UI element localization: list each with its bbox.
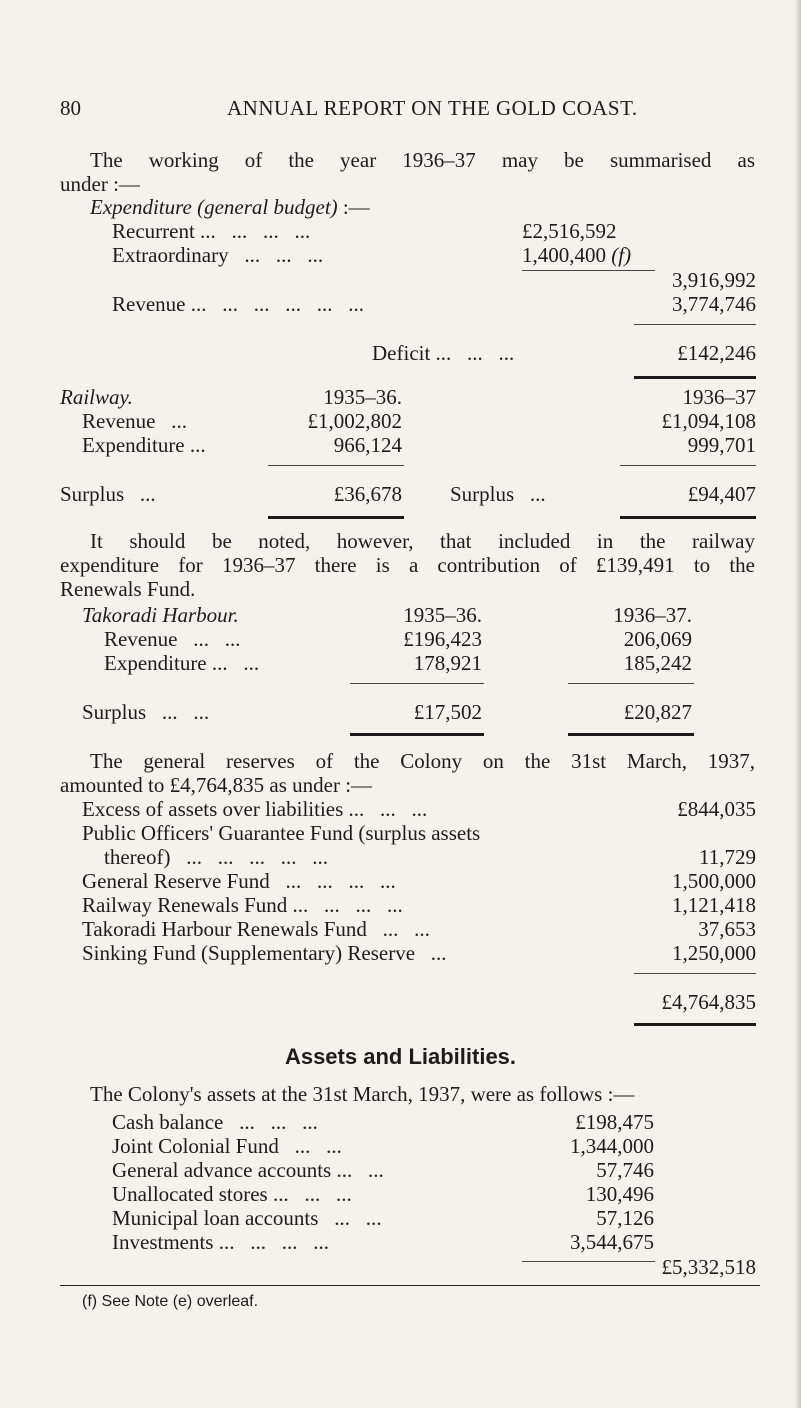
reserve-item-label: Public Officers' Guarantee Fund (surplus assets xyxy=(82,821,481,845)
extraordinary-label: Extraordinary ... ... ... xyxy=(112,243,324,267)
railway-rule-1 xyxy=(268,465,404,466)
harbour-surplus-label: Surplus ... ... xyxy=(82,700,210,724)
reserve-item-label: Excess of assets over liabilities ... ... ... xyxy=(82,797,428,821)
railway-double-rule-1 xyxy=(268,516,404,519)
assets-heading: Assets and Liabilities. xyxy=(284,1044,517,1069)
reserve-item-value: 1,250,000 xyxy=(672,941,756,965)
extraordinary-amount: 1,400,400 xyxy=(522,243,606,267)
reserve-item-value: £844,035 xyxy=(677,797,756,821)
reserves-line-2: amounted to £4,764,835 as under :— xyxy=(60,773,373,797)
harbour-revenue-label: Revenue ... ... xyxy=(104,627,241,651)
railway-expenditure-label: Expenditure ... xyxy=(82,433,206,457)
railway-surplus-label-2: Surplus ... xyxy=(450,482,546,506)
railway-revenue-2: £1,094,108 xyxy=(661,409,756,433)
harbour-revenue-2: 206,069 xyxy=(623,627,692,651)
asset-item-label: Joint Colonial Fund ... ... xyxy=(112,1134,342,1158)
deficit-label: Deficit ... ... ... xyxy=(372,341,515,365)
harbour-surplus-1: £17,502 xyxy=(413,700,482,724)
reserve-item-label: Railway Renewals Fund ... ... ... ... xyxy=(82,893,403,917)
asset-item-label: Unallocated stores ... ... ... xyxy=(112,1182,352,1206)
revenue-label: Revenue ... ... ... ... ... ... xyxy=(112,292,364,316)
expenditure-total: 3,916,992 xyxy=(672,268,756,292)
recurrent-value: £2,516,592 xyxy=(522,219,617,243)
deficit-value: £142,246 xyxy=(677,341,756,365)
railway-expenditure-1: 966,124 xyxy=(333,433,402,457)
harbour-rule-2 xyxy=(568,683,694,684)
asset-item-value: 57,126 xyxy=(596,1206,654,1230)
asset-item-value: 130,496 xyxy=(585,1182,654,1206)
expenditure-heading-a: Expenditure xyxy=(90,195,192,219)
railway-revenue-1: £1,002,802 xyxy=(307,409,402,433)
harbour-title: Takoradi Harbour. xyxy=(82,603,239,627)
asset-item-label: Municipal loan accounts ... ... xyxy=(112,1206,382,1230)
railway-surplus-label-1: Surplus ... xyxy=(60,482,156,506)
railway-double-rule-2 xyxy=(620,516,756,519)
page-number: 80 xyxy=(60,96,81,120)
asset-item-label: General advance accounts ... ... xyxy=(112,1158,384,1182)
expenditure-heading-b: (general budget) xyxy=(197,195,338,219)
reserves-double-rule xyxy=(634,1023,756,1026)
asset-item-value: 1,344,000 xyxy=(570,1134,654,1158)
harbour-surplus-2: £20,827 xyxy=(623,700,692,724)
railway-surplus-2: £94,407 xyxy=(687,482,756,506)
railway-year-2: 1936–37 xyxy=(682,385,756,409)
reserve-item-label: Takoradi Harbour Renewals Fund ... ... xyxy=(82,917,430,941)
reserves-total: £4,764,835 xyxy=(661,990,756,1014)
reserves-line-1: The general reserves of the Colony on the 31st March, 1937, xyxy=(90,749,755,773)
reserves-rule xyxy=(634,973,756,974)
asset-item-value: 3,544,675 xyxy=(570,1230,654,1254)
reserve-item-value: 1,500,000 xyxy=(672,869,756,893)
reserve-item-label: General Reserve Fund ... ... ... ... xyxy=(82,869,396,893)
railway-revenue-label: Revenue ... xyxy=(82,409,187,433)
extraordinary-value xyxy=(522,243,631,267)
asset-item-value: £198,475 xyxy=(575,1110,654,1134)
harbour-expenditure-label: Expenditure ... ... xyxy=(104,651,260,675)
harbour-double-rule-2 xyxy=(568,733,694,736)
harbour-expenditure-2: 185,242 xyxy=(623,651,692,675)
reserve-item-label: thereof) ... ... ... ... ... xyxy=(104,845,328,869)
reserve-item-value: 11,729 xyxy=(699,845,756,869)
railway-rule-2 xyxy=(620,465,756,466)
intro-line-2: under :— xyxy=(60,172,140,196)
note-line-1: It should be noted, however, that included in the railway xyxy=(90,529,755,553)
extraordinary-note: (f) xyxy=(611,243,632,267)
note-line-3: Renewals Fund. xyxy=(60,577,196,601)
revenue-value: 3,774,746 xyxy=(672,292,756,316)
running-title: ANNUAL REPORT ON THE GOLD COAST. xyxy=(227,96,638,120)
revenue-rule xyxy=(634,324,756,325)
railway-expenditure-2: 999,701 xyxy=(687,433,756,457)
reserve-item-value: 1,121,418 xyxy=(672,893,756,917)
asset-item-label: Cash balance ... ... ... xyxy=(112,1110,318,1134)
harbour-expenditure-1: 178,921 xyxy=(413,651,482,675)
footnote: (f) See Note (e) overleaf. xyxy=(82,1293,259,1310)
harbour-double-rule-1 xyxy=(350,733,484,736)
railway-title: Railway. xyxy=(60,385,133,409)
railway-year-1: 1935–36. xyxy=(323,385,402,409)
intro-line-1: The working of the year 1936–37 may be summarised as xyxy=(90,148,755,172)
asset-item-label: Investments ... ... ... ... xyxy=(112,1230,329,1254)
harbour-year-2: 1936–37. xyxy=(613,603,692,627)
page-edge-shadow xyxy=(795,0,801,1408)
harbour-revenue-1: £196,423 xyxy=(403,627,482,651)
expenditure-heading xyxy=(90,195,370,219)
footnote-divider xyxy=(60,1285,760,1286)
expenditure-heading-c: :— xyxy=(337,195,370,219)
assets-intro: The Colony's assets at the 31st March, 1937, were as follows :— xyxy=(90,1082,635,1106)
deficit-double-rule xyxy=(634,376,756,379)
railway-surplus-1: £36,678 xyxy=(333,482,402,506)
reserve-item-label: Sinking Fund (Supplementary) Reserve ... xyxy=(82,941,447,965)
harbour-rule-1 xyxy=(350,683,484,684)
assets-total: £5,332,518 xyxy=(661,1255,756,1279)
harbour-year-1: 1935–36. xyxy=(403,603,482,627)
asset-item-value: 57,746 xyxy=(596,1158,654,1182)
recurrent-label: Recurrent ... ... ... ... xyxy=(112,219,311,243)
note-line-2: expenditure for 1936–37 there is a contribution of £139,491 to the xyxy=(60,553,755,577)
reserve-item-value: 37,653 xyxy=(698,917,756,941)
